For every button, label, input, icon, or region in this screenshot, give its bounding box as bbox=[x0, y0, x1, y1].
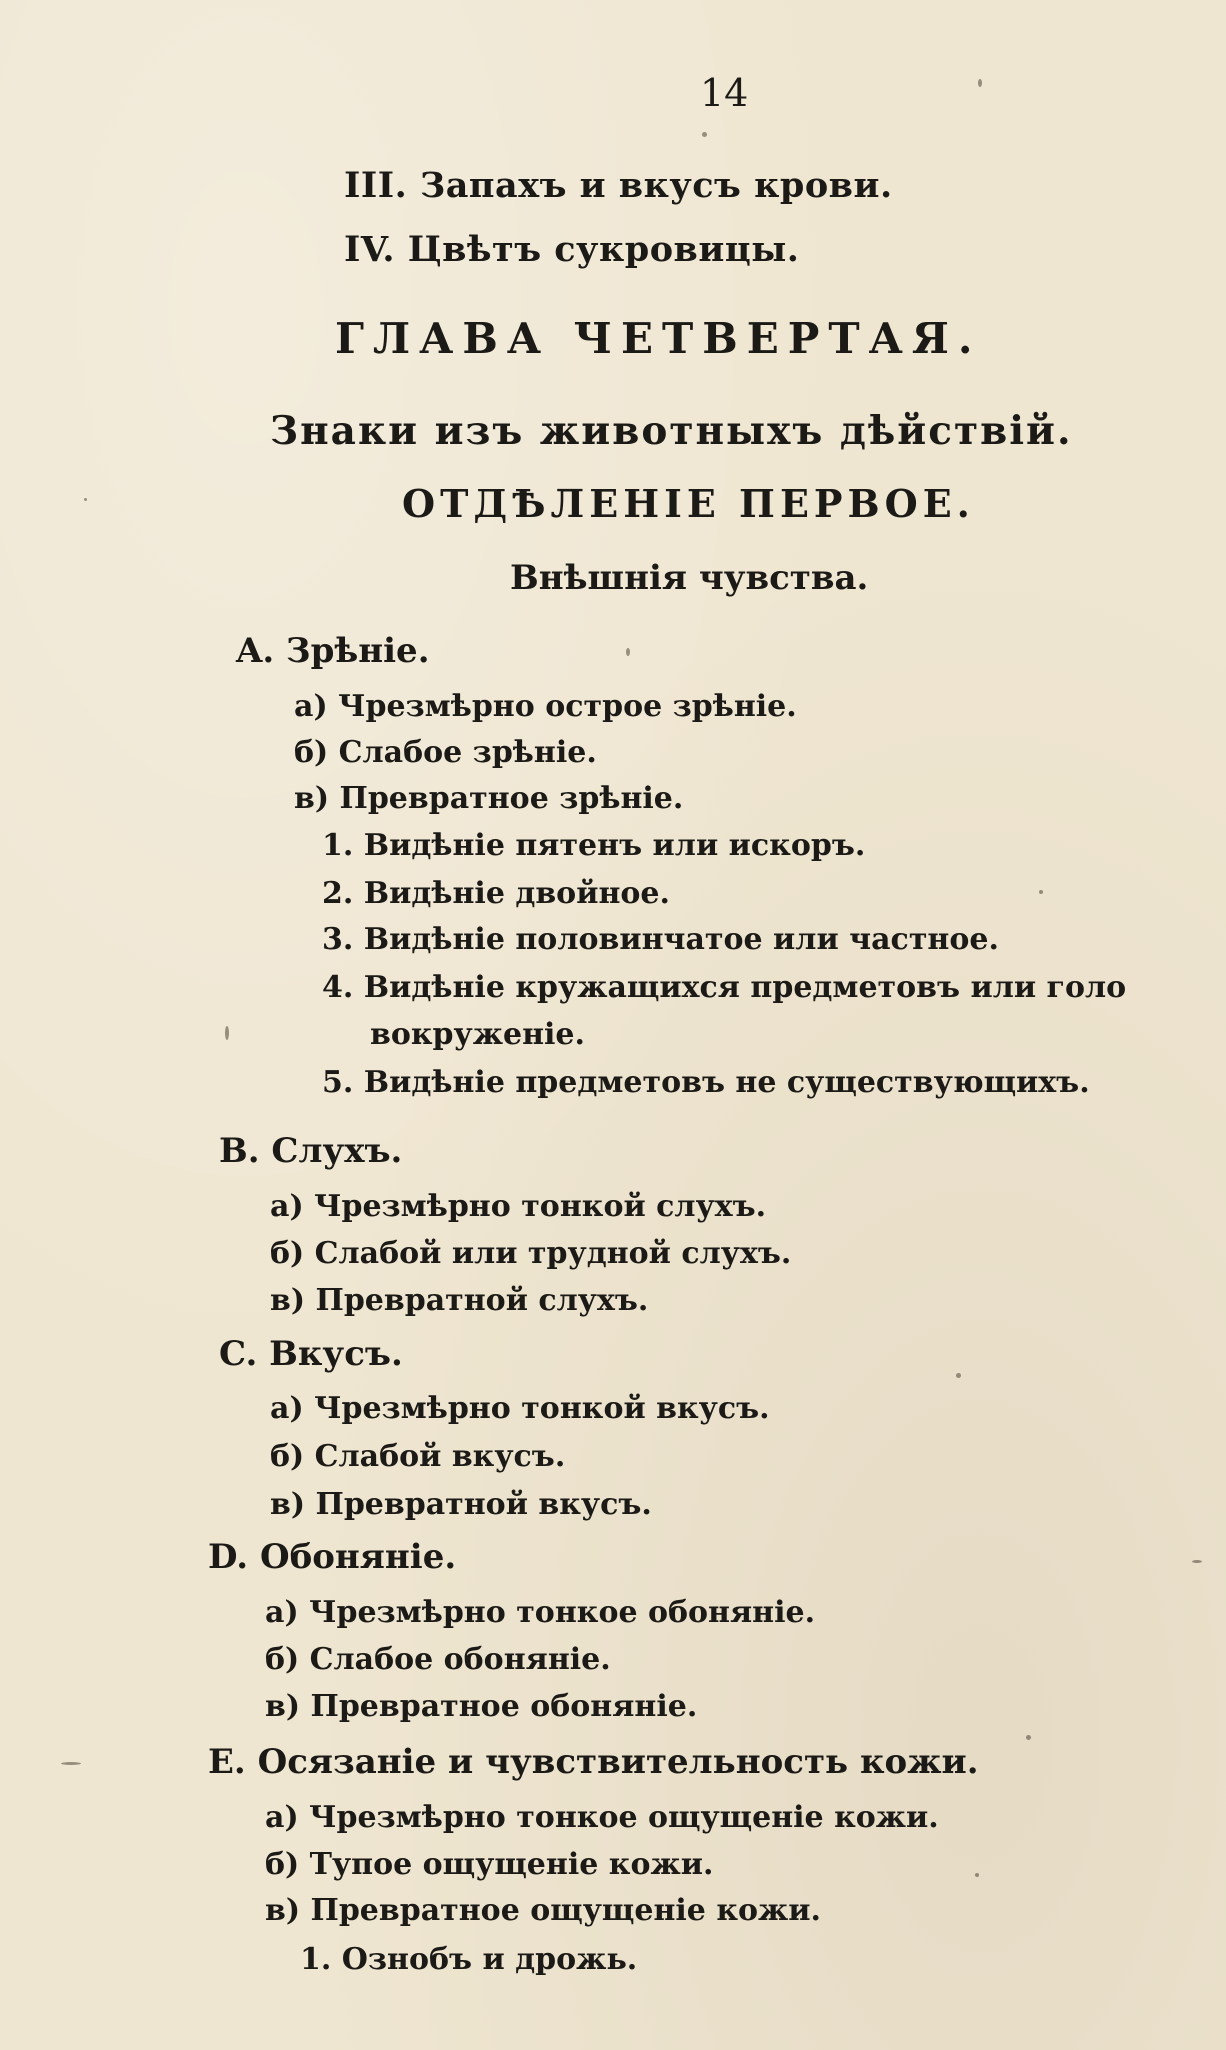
list-item: в) Превратное зрѣніе. bbox=[294, 781, 684, 816]
subtitle: Внѣшнія чувства. bbox=[510, 558, 869, 598]
chapter-title: ГЛАВА ЧЕТВЕРТАЯ. bbox=[335, 314, 982, 363]
contents-line: IV. Цвѣтъ сукровицы. bbox=[344, 229, 800, 270]
list-item: в) Превратной слухъ. bbox=[270, 1283, 649, 1318]
sense-heading-touch: E. Осязаніе и чувствительность кожи. bbox=[208, 1742, 979, 1782]
list-item: а) Чрезмѣрно тонкой слухъ. bbox=[270, 1189, 767, 1224]
sense-heading-smell: D. Обоняніе. bbox=[208, 1537, 457, 1577]
list-item: вокруженіе. bbox=[370, 1017, 585, 1052]
list-item: в) Превратной вкусъ. bbox=[270, 1487, 652, 1522]
list-item: б) Слабой или трудной слухъ. bbox=[270, 1236, 792, 1271]
list-item: б) Тупое ощущеніе кожи. bbox=[265, 1847, 714, 1882]
list-item: в) Превратное обоняніе. bbox=[265, 1689, 698, 1724]
section-title: Знаки изъ животныхъ дѣйствій. bbox=[270, 408, 1073, 454]
list-item: б) Слабое зрѣніе. bbox=[294, 735, 597, 770]
page-number: 14 bbox=[700, 71, 749, 115]
list-item: а) Чрезмѣрно тонкое обоняніе. bbox=[265, 1595, 816, 1630]
list-item: 1. Ознобъ и дрожь. bbox=[300, 1942, 638, 1977]
list-item: б) Слабое обоняніе. bbox=[265, 1642, 611, 1677]
contents-line: III. Запахъ и вкусъ крови. bbox=[344, 165, 893, 206]
list-item: 5. Видѣніе предметовъ не существующихъ. bbox=[322, 1065, 1090, 1100]
department-title: ОТДѢЛЕНІЕ ПЕРВОЕ. bbox=[402, 481, 975, 526]
list-item: а) Чрезмѣрно тонкое ощущеніе кожи. bbox=[265, 1800, 939, 1835]
list-item: 3. Видѣніе половинчатое или частное. bbox=[322, 922, 999, 957]
list-item: а) Чрезмѣрно острое зрѣніе. bbox=[294, 689, 797, 724]
list-item: 4. Видѣніе кружащихся предметовъ или голо bbox=[322, 970, 1127, 1005]
list-item: б) Слабой вкусъ. bbox=[270, 1439, 566, 1474]
sense-heading-taste: C. Вкусъ. bbox=[219, 1334, 403, 1374]
list-item: 1. Видѣніе пятенъ или искоръ. bbox=[322, 828, 866, 863]
list-item: а) Чрезмѣрно тонкой вкусъ. bbox=[270, 1391, 770, 1426]
sense-heading-hearing: B. Слухъ. bbox=[219, 1131, 403, 1171]
list-item: в) Превратное ощущеніе кожи. bbox=[265, 1893, 821, 1928]
list-item: 2. Видѣніе двойное. bbox=[322, 876, 670, 911]
sense-heading-sight: A. Зрѣніе. bbox=[236, 631, 430, 671]
